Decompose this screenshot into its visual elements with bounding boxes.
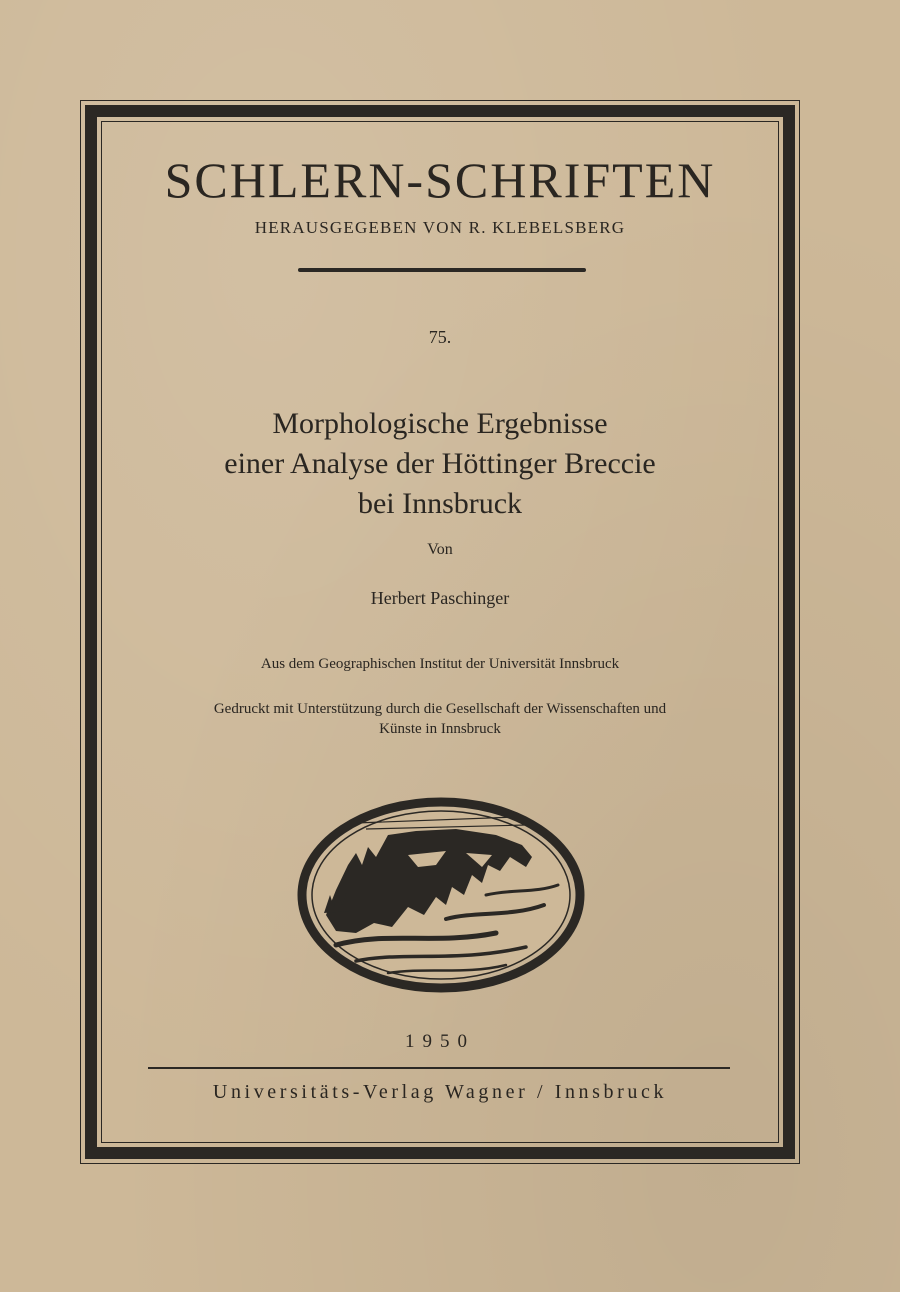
by-label: Von [427,541,453,558]
publisher-line: Universitäts-Verlag Wagner / Innsbruck [212,1081,668,1103]
book-title-line: bei Innsbruck [357,487,523,520]
publication-year: 1950 [405,1031,475,1052]
book-title-line: Morphologische Ergebnisse [272,407,608,440]
institute-line: Aus dem Geographischen Institut der Universität Innsbruck [260,656,620,672]
book-title-line: einer Analyse der Höttinger Breccie [224,447,656,480]
support-note-line: Gedruckt mit Unterstützung durch die Gesellschaft der Wissenschaften und [213,701,667,717]
landscape-emblem-icon [296,795,586,995]
publisher-divider [148,1067,730,1069]
title-divider [298,268,586,272]
series-title: SCHLERN-SCHRIFTEN [164,152,716,208]
support-note [140,699,740,739]
author-name: Herbert Paschinger [370,588,510,608]
volume-number: 75. [428,327,452,347]
book-title [101,404,779,524]
support-note-line: Künste in Innsbruck [379,721,501,737]
editor-line: HERAUSGEGEBEN VON R. KLEBELSBERG [254,218,626,237]
